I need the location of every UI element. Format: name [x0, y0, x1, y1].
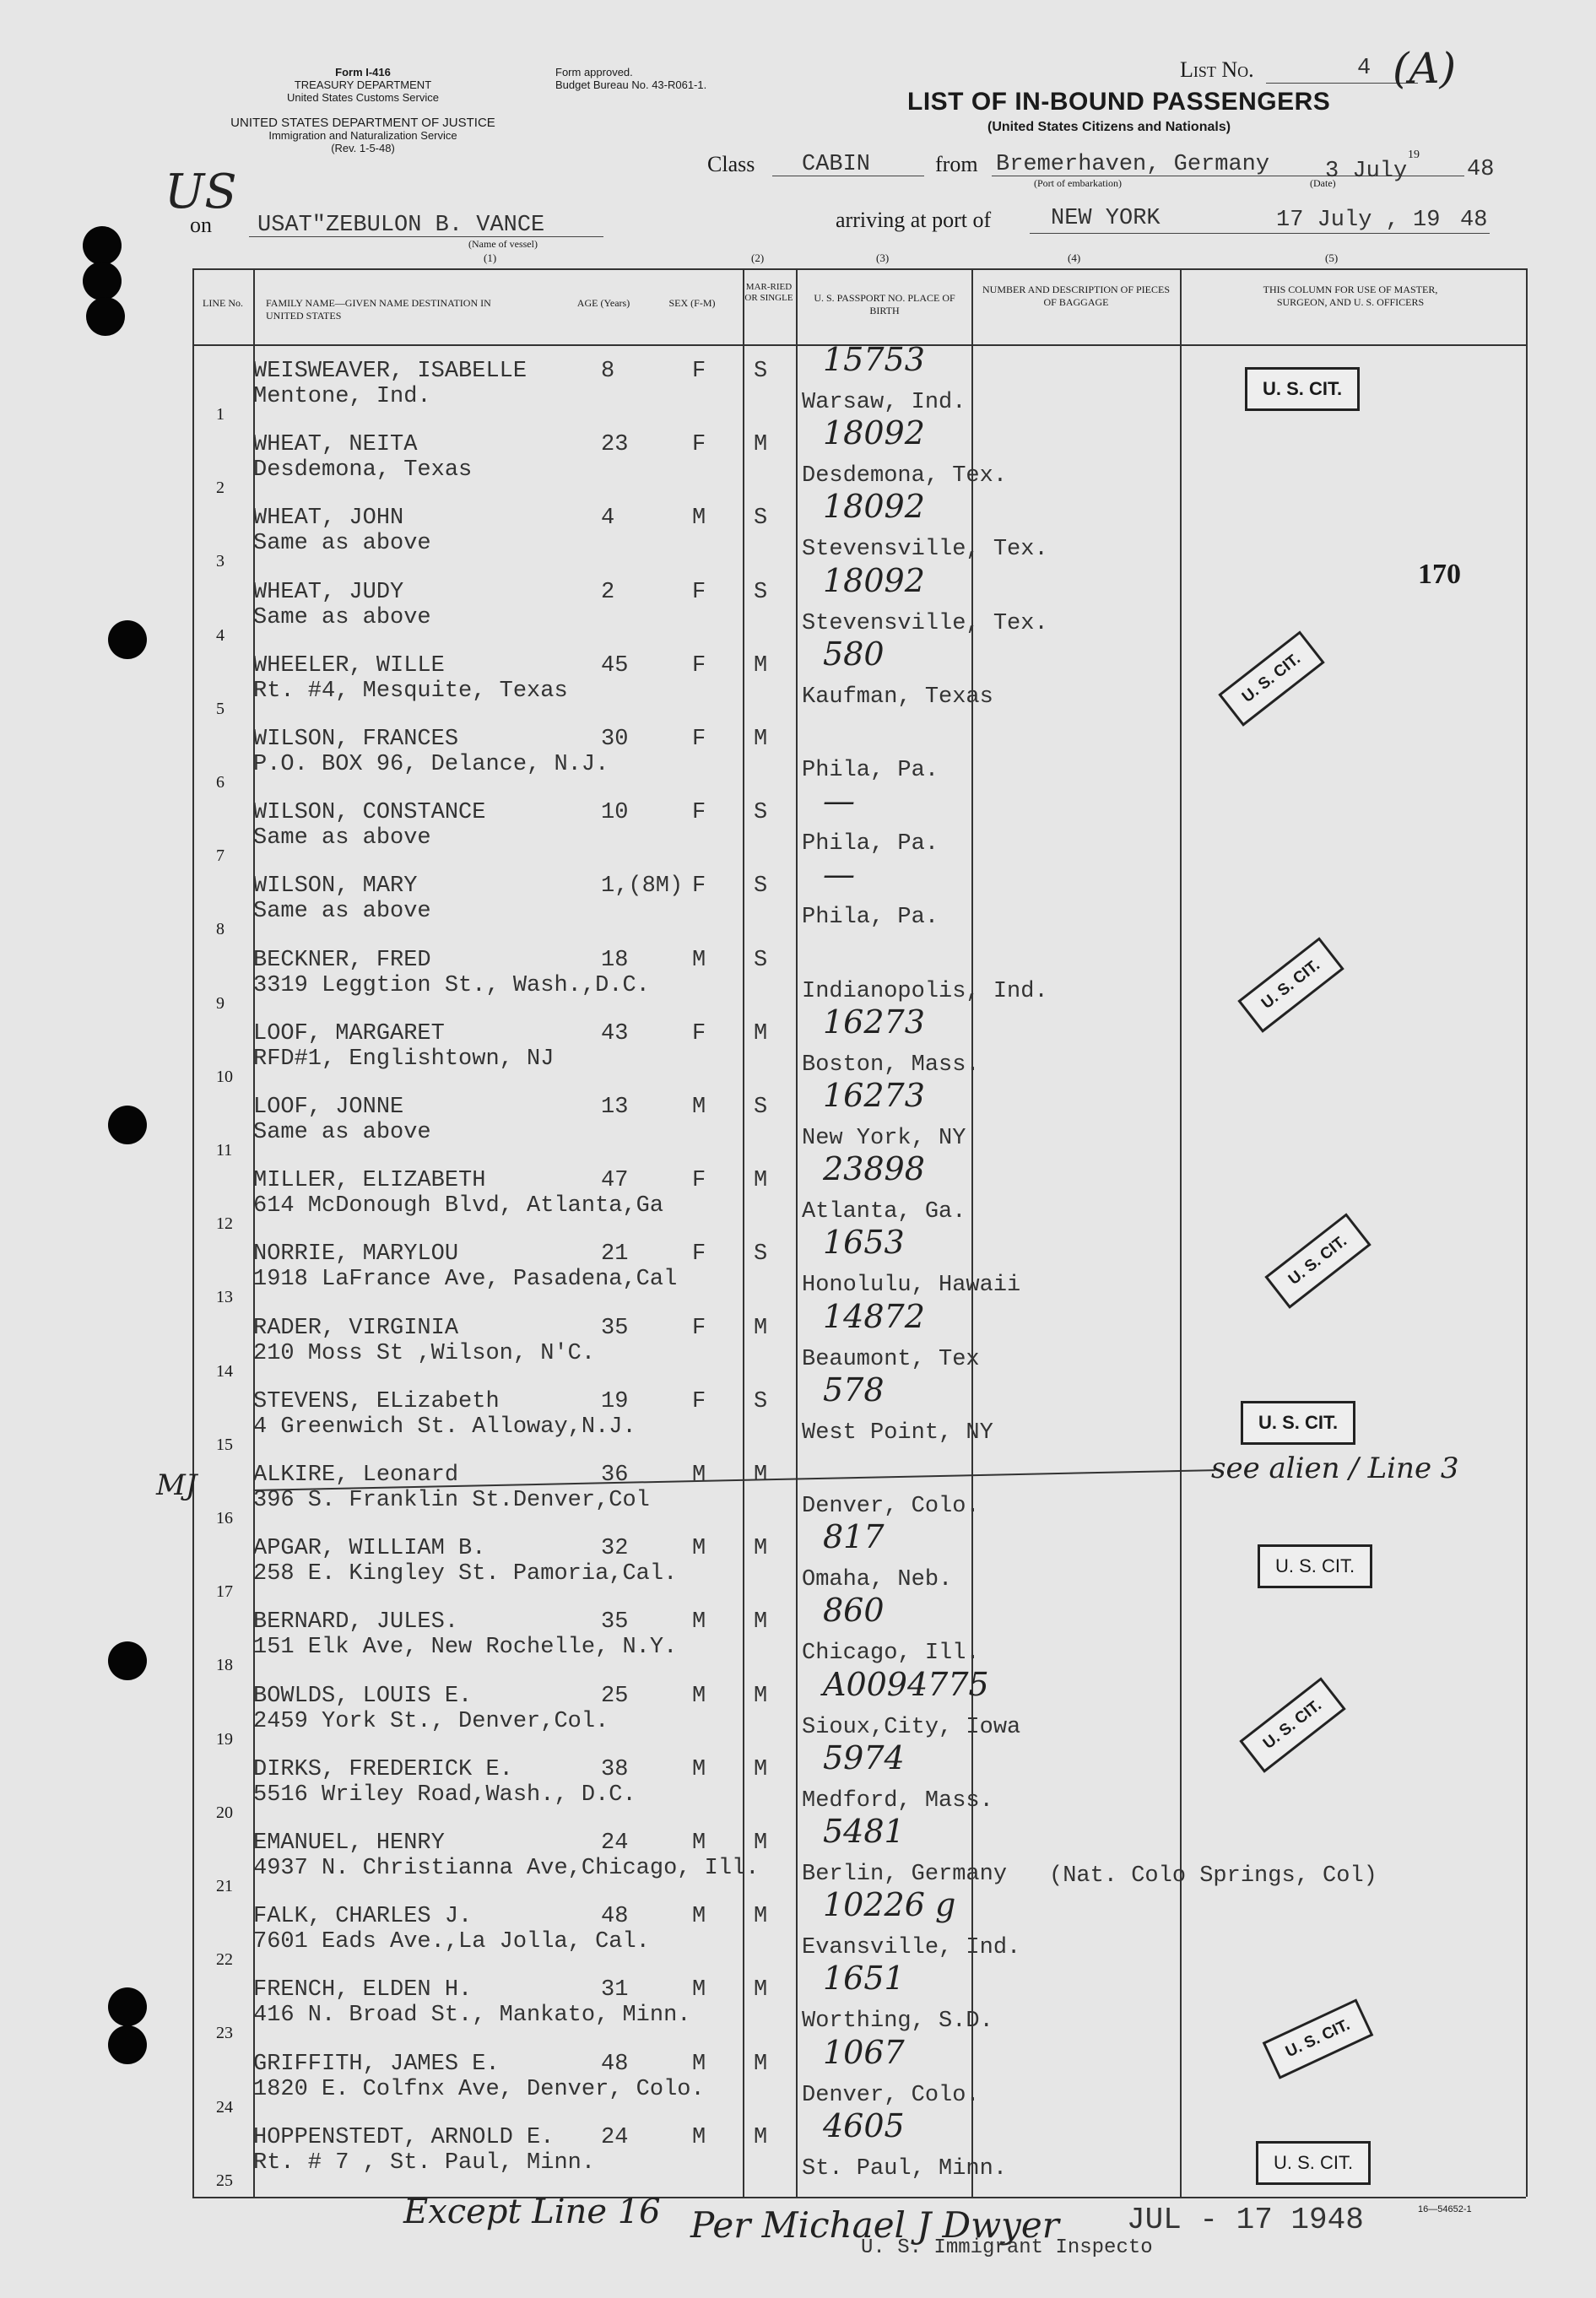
age: 4	[601, 506, 615, 532]
marital-status: M	[754, 1020, 768, 1046]
sex: F	[692, 359, 706, 384]
line-number: 5	[216, 699, 225, 718]
place-of-birth: Denver, Colo.	[802, 2082, 980, 2108]
destination: Same as above	[253, 899, 431, 925]
place-of-birth: Worthing, S.D.	[802, 2009, 993, 2035]
place-of-birth: Evansville, Ind.	[802, 1935, 1021, 1961]
us-cit-stamp: U. S. CIT.	[1218, 630, 1325, 727]
destination: Desdemona, Texas	[253, 457, 473, 484]
col-num-3: (3)	[876, 251, 890, 264]
page-title: LIST OF IN-BOUND PASSENGERS	[907, 88, 1331, 116]
passenger-name: HOPPENSTEDT, ARNOLD E.	[253, 2124, 555, 2150]
passenger-name: BERNARD, JULES.	[253, 1609, 459, 1636]
destination: 1918 LaFrance Ave, Pasadena,Cal	[253, 1267, 678, 1293]
col-num-4: (4)	[1068, 251, 1081, 264]
passport-number: 1653	[823, 1224, 905, 1262]
age: 1,(8M)	[601, 873, 684, 900]
passport-number: 16273	[823, 1077, 925, 1114]
age: 21	[601, 1241, 629, 1268]
passport-number: 578	[823, 1371, 885, 1409]
col-num-5: (5)	[1325, 251, 1339, 264]
place-of-birth: Phila, Pa.	[802, 905, 939, 931]
line-number: 21	[216, 1877, 233, 1895]
line-number: 1	[216, 405, 225, 424]
passport-number: 15753	[823, 341, 925, 378]
punch-hole	[83, 262, 122, 300]
date-stamp: JUL - 17 1948	[1127, 2203, 1364, 2237]
destination: 4 Greenwich St. Alloway,N.J.	[253, 1414, 636, 1440]
us-cit-stamp: U. S. CIT.	[1256, 2141, 1371, 2185]
rev-date: (Rev. 1-5-48)	[331, 142, 395, 154]
place-of-birth: Warsaw, Ind.	[802, 390, 966, 415]
sex: F	[692, 652, 706, 679]
passenger-name: WHEELER, WILLE	[253, 652, 445, 679]
form-number: Form I-416	[335, 66, 391, 78]
header-baggage: NUMBER AND DESCRIPTION OF PIECES OF BAGGAGE	[982, 284, 1171, 308]
destination: 7601 Eads Ave.,La Jolla, Cal.	[253, 1929, 650, 1955]
passport-number: —	[823, 856, 855, 894]
destination: 396 S. Franklin St.Denver,Col	[253, 1488, 650, 1513]
place-of-birth: Boston, Mass.	[802, 1052, 980, 1078]
us-cit-stamp: U. S. CIT.	[1239, 1677, 1346, 1773]
list-no-value: 4	[1357, 56, 1371, 81]
vessel-name: USAT"ZEBULON B. VANCE	[257, 213, 545, 238]
sex: M	[692, 2124, 706, 2150]
punch-hole	[86, 297, 125, 336]
class-value: CABIN	[802, 152, 871, 177]
passenger-name: BOWLDS, LOUIS E.	[253, 1683, 473, 1709]
destination: 614 McDonough Blvd, Atlanta,Ga	[253, 1193, 664, 1219]
destination: 1820 E. Colfnx Ave, Denver, Colo.	[253, 2076, 705, 2102]
arrival-port: NEW YORK	[1051, 206, 1160, 231]
marital-status: M	[754, 432, 768, 458]
header-officers: THIS COLUMN FOR USE OF MASTER, SURGEON, AND U. S. OFFICERS	[1263, 284, 1438, 308]
port-caption: (Port of embarkation)	[1034, 177, 1122, 189]
age: 24	[601, 1830, 629, 1856]
sex: F	[692, 1168, 706, 1194]
destination: 5516 Wriley Road,Wash., D.C.	[253, 1782, 636, 1808]
age: 45	[601, 652, 629, 679]
destination: 258 E. Kingley St. Pamoria,Cal.	[253, 1561, 678, 1587]
us-cit-stamp: U. S. CIT.	[1241, 1401, 1355, 1445]
sex: M	[692, 1536, 706, 1562]
dept-justice-sub: Immigration and Naturalization Service	[268, 129, 457, 142]
marital-status: M	[754, 1977, 768, 2003]
departure-year-printed: 19	[1408, 149, 1420, 161]
marital-status: S	[754, 359, 768, 384]
line-number: 9	[216, 993, 225, 1013]
from-port: Bremerhaven, Germany	[996, 152, 1270, 177]
passenger-name: LOOF, JONNE	[253, 1095, 404, 1120]
place-of-birth: St. Paul, Minn.	[802, 2155, 1008, 2182]
arrival-date: 17 July , 19	[1276, 208, 1441, 233]
marital-status: S	[754, 873, 768, 900]
age: 38	[601, 1756, 629, 1782]
passenger-name: MILLER, ELIZABETH	[253, 1168, 486, 1194]
place-of-birth: West Point, NY	[802, 1419, 993, 1446]
place-of-birth: Medford, Mass.	[802, 1787, 993, 1814]
place-of-birth: Omaha, Neb.	[802, 1567, 953, 1593]
passport-number: 18092	[823, 561, 925, 599]
marital-status: S	[754, 800, 768, 826]
sex: F	[692, 579, 706, 605]
marital-status: S	[754, 506, 768, 532]
table-row	[0, 1003, 1596, 1091]
line-number: 6	[216, 773, 225, 792]
print-code: 16—54652-1	[1418, 2204, 1472, 2214]
table-row	[0, 635, 1596, 723]
place-of-birth: Stevensville, Tex.	[802, 537, 1048, 563]
passport-number: 5481	[823, 1813, 905, 1850]
line-number: 14	[216, 1361, 233, 1381]
marital-status: M	[754, 1609, 768, 1636]
form-header-block	[253, 66, 473, 104]
passenger-name: APGAR, WILLIAM B.	[253, 1536, 486, 1562]
vessel-caption: (Name of vessel)	[468, 238, 538, 250]
sex: M	[692, 947, 706, 973]
destination: 4937 N. Christianna Ave,Chicago, Ill.	[253, 1856, 760, 1881]
line-number: 4	[216, 625, 225, 645]
sex: M	[692, 1830, 706, 1856]
passenger-name: WHEAT, JOHN	[253, 506, 404, 532]
destination: Same as above	[253, 604, 431, 630]
date-caption: (Date)	[1310, 177, 1336, 189]
marital-status: M	[754, 652, 768, 679]
age: 32	[601, 1536, 629, 1562]
place-of-birth: Desdemona, Tex.	[802, 463, 1008, 489]
age: 35	[601, 1315, 629, 1341]
age: 18	[601, 947, 629, 973]
us-cit-stamp: U. S. CIT.	[1245, 367, 1360, 411]
marital-status: M	[754, 2124, 768, 2150]
sex: F	[692, 1020, 706, 1046]
place-of-birth: Phila, Pa.	[802, 758, 939, 783]
line-number: 3	[216, 552, 225, 571]
destination: Same as above	[253, 825, 431, 852]
passport-number: 4605	[823, 2106, 905, 2144]
destination: Same as above	[253, 1120, 431, 1145]
place-of-birth: Denver, Colo.	[802, 1494, 980, 1519]
destination: 3319 Leggtion St., Wash.,D.C.	[253, 972, 650, 998]
passenger-name: GRIFFITH, JAMES E.	[253, 2051, 500, 2077]
sex: M	[692, 506, 706, 532]
passport-number: 860	[823, 1592, 885, 1630]
age: 24	[601, 2124, 629, 2150]
passport-number: 14872	[823, 1297, 925, 1335]
marital-status: M	[754, 2051, 768, 2077]
place-of-birth: Indianopolis, Ind.	[802, 978, 1048, 1004]
side-page-number: 170	[1418, 559, 1461, 590]
margin-handwritten-us: US	[165, 165, 237, 219]
marital-status: S	[754, 1388, 768, 1414]
table-row	[0, 414, 1596, 502]
approval-block	[555, 66, 706, 91]
age: 43	[601, 1020, 629, 1046]
destination: Rt. #4, Mesquite, Texas	[253, 678, 568, 704]
punch-hole	[83, 226, 122, 265]
passenger-name: WILSON, MARY	[253, 873, 418, 900]
passport-number: 1067	[823, 2033, 905, 2071]
marital-status: M	[754, 1463, 768, 1488]
age: 35	[601, 1609, 629, 1636]
col-num-2: (2)	[751, 251, 765, 264]
header-line-no: LINE No.	[203, 297, 243, 309]
departure-year: 48	[1467, 157, 1495, 182]
destination: 151 Elk Ave, New Rochelle, N.Y.	[253, 1635, 678, 1661]
line16-initials: MJ	[156, 1468, 197, 1502]
place-of-birth: New York, NY	[802, 1126, 966, 1151]
from-label: from	[935, 152, 978, 176]
destination: Rt. # 7 , St. Paul, Minn.	[253, 2149, 596, 2176]
inspector-title: U. S. Immigrant Inspecto	[861, 2236, 1153, 2259]
sex: M	[692, 1609, 706, 1636]
age: 23	[601, 432, 629, 458]
table-row	[0, 944, 1596, 1018]
age: 36	[601, 1463, 629, 1488]
budget-bureau: Budget Bureau No. 43-R061-1.	[555, 78, 707, 91]
passenger-name: EMANUEL, HENRY	[253, 1830, 445, 1856]
us-cit-stamp: U. S. CIT.	[1263, 1998, 1374, 2079]
col-num-1: (1)	[484, 251, 497, 264]
us-cit-stamp: U. S. CIT.	[1264, 1213, 1371, 1309]
line-number: 11	[216, 1141, 233, 1160]
alien-note: see alien / Line 3	[1211, 1452, 1459, 1485]
sex: F	[692, 1315, 706, 1341]
age: 31	[601, 1977, 629, 2003]
sex: M	[692, 1463, 706, 1488]
place-of-birth: Sioux,City, Iowa	[802, 1714, 1021, 1740]
passport-number: 23898	[823, 1150, 925, 1188]
marital-status: M	[754, 1756, 768, 1782]
line-number: 12	[216, 1214, 233, 1234]
sex: F	[692, 873, 706, 900]
passenger-name: FALK, CHARLES J.	[253, 1904, 473, 1930]
line-number: 7	[216, 846, 225, 866]
sex: F	[692, 1388, 706, 1414]
dept-justice: UNITED STATES DEPARTMENT OF JUSTICE	[230, 116, 495, 130]
passenger-name: WHEAT, NEITA	[253, 432, 418, 458]
age: 10	[601, 800, 629, 826]
marital-status: M	[754, 1315, 768, 1341]
header-sex: SEX (F-M)	[668, 297, 716, 309]
sex: F	[692, 1241, 706, 1268]
table-row	[0, 856, 1596, 944]
place-of-birth: Kaufman, Texas	[802, 684, 993, 710]
sex: M	[692, 1756, 706, 1782]
sex: M	[692, 2051, 706, 2077]
marital-status: M	[754, 727, 768, 752]
departure-date: 3 July	[1325, 159, 1408, 184]
destination: 210 Moss St ,Wilson, N'C.	[253, 1340, 596, 1366]
dept-treasury: TREASURY DEPARTMENT	[294, 78, 432, 91]
age: 25	[601, 1683, 629, 1709]
line-number: 23	[216, 2024, 233, 2043]
marital-status: S	[754, 579, 768, 605]
line-number: 10	[216, 1067, 233, 1086]
header-name: FAMILY NAME—GIVEN NAME DESTINATION IN UNITED STATES	[266, 297, 491, 322]
age: 48	[601, 1904, 629, 1930]
passport-number: —	[823, 782, 855, 820]
line-number: 17	[216, 1582, 233, 1602]
sex: M	[692, 1904, 706, 1930]
list-no-handwritten: (A)	[1393, 44, 1457, 93]
on-label: on	[190, 213, 212, 237]
line-number: 24	[216, 2097, 233, 2117]
passenger-name: DIRKS, FREDERICK E.	[253, 1756, 513, 1782]
sex: M	[692, 1683, 706, 1709]
marital-status: M	[754, 1168, 768, 1194]
marital-status: M	[754, 1904, 768, 1930]
passport-number: 18092	[823, 488, 925, 526]
place-of-birth: Atlanta, Ga.	[802, 1199, 966, 1225]
form-approved: Form approved.	[555, 66, 633, 78]
destination: Mentone, Ind.	[253, 384, 431, 409]
header-age: AGE (Years)	[576, 297, 630, 309]
passport-number: 580	[823, 635, 885, 673]
line-number: 2	[216, 479, 225, 498]
table-row	[0, 1077, 1596, 1165]
passenger-name: WILSON, CONSTANCE	[253, 800, 486, 826]
place-of-birth: Beaumont, Tex	[802, 1346, 980, 1372]
line-number: 8	[216, 920, 225, 939]
place-of-birth: Chicago, Ill.	[802, 1641, 980, 1667]
age: 13	[601, 1095, 629, 1120]
dept-treasury-sub: United States Customs Service	[287, 91, 439, 104]
passport-number: 5974	[823, 1738, 905, 1776]
line-number: 19	[216, 1729, 233, 1749]
place-of-birth: Honolulu, Hawaii	[802, 1273, 1021, 1299]
arrival-year: 48	[1460, 208, 1488, 233]
arriving-label: arriving at port of	[836, 208, 992, 232]
place-of-birth: Stevensville, Tex.	[802, 610, 1048, 636]
marital-status: S	[754, 1095, 768, 1120]
line-number: 22	[216, 1950, 233, 1970]
sex: F	[692, 727, 706, 752]
age: 2	[601, 579, 615, 605]
passenger-name: WILSON, FRANCES	[253, 727, 459, 752]
line-number: 15	[216, 1435, 233, 1454]
passport-number: 16273	[823, 1003, 925, 1041]
age: 47	[601, 1168, 629, 1194]
passenger-name: RADER, VIRGINIA	[253, 1315, 459, 1341]
sex: F	[692, 800, 706, 826]
line-number: 25	[216, 2171, 233, 2190]
destination: 2459 York St., Denver,Col.	[253, 1708, 609, 1734]
sex: M	[692, 1977, 706, 2003]
marital-status: M	[754, 1830, 768, 1856]
passenger-name: WHEAT, JUDY	[253, 579, 404, 605]
destination: RFD#1, Englishtown, NJ	[253, 1046, 555, 1072]
passenger-name: ALKIRE, Leonard	[253, 1463, 459, 1488]
marital-status: M	[754, 1683, 768, 1709]
passenger-name: NORRIE, MARYLOU	[253, 1241, 459, 1268]
marital-status: S	[754, 1241, 768, 1268]
table-row	[0, 782, 1596, 870]
signature: Per Michael J Dwyer	[690, 2204, 1059, 2246]
list-no-label: List No.	[1180, 57, 1254, 82]
passport-number: A0094775	[823, 1665, 989, 1703]
destination: Same as above	[253, 531, 431, 557]
class-label: Class	[707, 152, 755, 176]
passport-number: 10226 g	[823, 1886, 956, 1924]
marital-status: M	[754, 1536, 768, 1562]
table-row	[0, 722, 1596, 797]
us-cit-stamp: U. S. CIT.	[1258, 1544, 1372, 1588]
justice-block	[169, 116, 557, 154]
naturalization-note: (Nat. Colo Springs, Col)	[1049, 1863, 1377, 1889]
except-note: Except Line 16	[403, 2193, 661, 2231]
line-number: 20	[216, 1803, 233, 1822]
age: 30	[601, 727, 629, 752]
passenger-name: STEVENS, ELizabeth	[253, 1388, 500, 1414]
age: 19	[601, 1388, 629, 1414]
place-of-birth: Berlin, Germany	[802, 1862, 1008, 1887]
marital-status: S	[754, 947, 768, 973]
header-married: MAR-RIED OR SINGLE	[744, 282, 793, 303]
destination: 416 N. Broad St., Mankato, Minn.	[253, 2003, 691, 2029]
age: 48	[601, 2051, 629, 2077]
passenger-name: WEISWEAVER, ISABELLE	[253, 359, 527, 384]
table-row	[0, 488, 1596, 576]
passport-number: 18092	[823, 414, 925, 452]
passport-number: 1651	[823, 1960, 905, 1998]
line-number: 18	[216, 1656, 233, 1675]
passenger-name: FRENCH, ELDEN H.	[253, 1977, 473, 2003]
age: 8	[601, 359, 615, 384]
header-passport: U. S. PASSPORT NO. PLACE OF BIRTH	[814, 292, 955, 316]
sex: M	[692, 1095, 706, 1120]
destination: P.O. BOX 96, Delance, N.J.	[253, 752, 609, 777]
line-number: 13	[216, 1288, 233, 1307]
passport-number: 817	[823, 1518, 885, 1556]
sex: F	[692, 432, 706, 458]
place-of-birth: Phila, Pa.	[802, 831, 939, 857]
page-subtitle: (United States Citizens and Nationals)	[987, 120, 1231, 134]
line-number: 16	[216, 1509, 233, 1527]
passenger-name: LOOF, MARGARET	[253, 1020, 445, 1046]
us-cit-stamp: U. S. CIT.	[1237, 937, 1344, 1033]
passenger-name: BECKNER, FRED	[253, 947, 431, 973]
